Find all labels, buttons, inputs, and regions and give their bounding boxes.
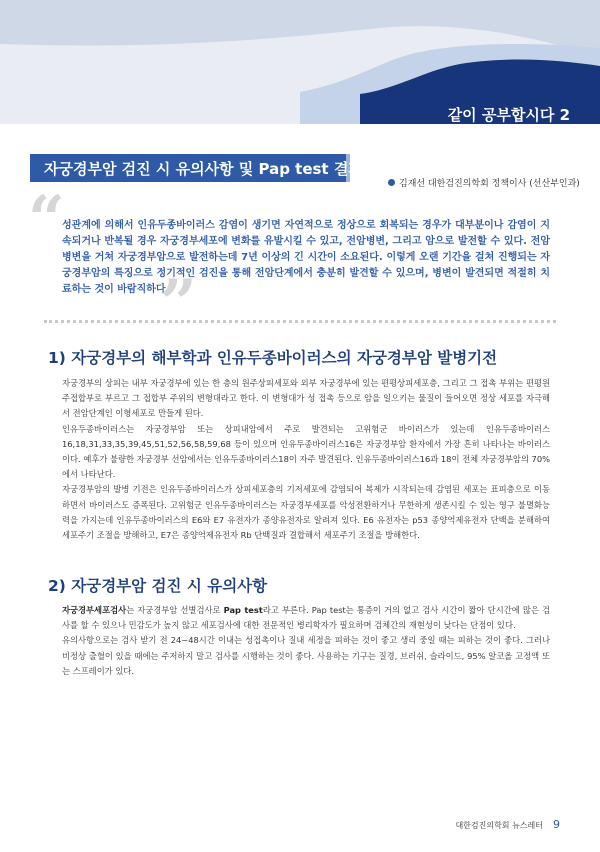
section1-paragraph-1: 자궁경부의 상피는 내부 자궁경부에 있는 한 층의 원주상피세포와 외부 자궁경부에 있는 편평상피세포층, 그리고 그 접촉 부위는 편평원주접합부로 부르고 그 접합부 주위의 변형대라고 한다. 이 변형대가 성 접촉 등으로 암을 일으키는 물질이 들어오면 정상 세포를 자극해서 전암단계인 이형세포로 만들게 된다. bbox=[62, 378, 550, 419]
page-footer bbox=[455, 818, 560, 831]
close-quote-icon: ” bbox=[160, 266, 197, 341]
article-title-box bbox=[30, 154, 398, 182]
section2-paragraph-2: 유의사항으로는 검사 받기 전 24~48시간 이내는 성접촉이나 질내 세정을 피하는 것이 좋고 생리 중일 때는 피하는 것이 좋다. 그러나 비정상 출혈이 있을 때에는 주저하지 말고 검사를 시행하는 것이 좋다. 사용하는 기구는 질경, 브러쉬, 슬라이드, 95% 알코올 고정액 또는 스프레이가 있다. bbox=[62, 635, 550, 676]
section2-p1-rest: 라고 부른다. Pap test는 통증이 거의 없고 검사 시간이 짧아 단시간에 많은 검사를 할 수 있으나 민감도가 높지 않고 세포검사에 대한 전문적인 병리학자가 필요하며 검체간의 재현성이 낮다는 단점이 있다. bbox=[62, 605, 550, 631]
intro-text: 성관계에 의해서 인유두종바이러스 감염이 생기면 자연적으로 정상으로 회복되는 경우가 대부분이나 감염이 지속되거나 반복될 경우 자궁경부세포에 변화를 유발시킬 수 있고, 전암병변, 그리고 암으로 발전할 수 있다. 전암병변을 거쳐 자궁경부암으로 발전하는데 7년 이상의 긴 시간이 소요된다. 이렇게 오랜 기간을 걸쳐 진행되는 자궁경부암의 특징으로 정기적인 검진을 통해 전암단계에서 충분히 발견할 수 있으며, 병변이 발견되면 적절히 치료하는 것이 바람직하다. bbox=[62, 220, 550, 295]
author-line bbox=[388, 176, 580, 189]
pap-smear-term: 자궁경부세포검사 bbox=[62, 605, 127, 615]
publication-name: 대한검진의학회 뉴스레터 bbox=[455, 821, 543, 830]
section1-heading: 1) 자궁경부의 해부학과 인유두종바이러스의 자궁경부암 발병기전 bbox=[48, 349, 498, 367]
page-number: 9 bbox=[553, 818, 560, 831]
dotted-divider bbox=[44, 320, 556, 323]
section2-paragraph-1 bbox=[62, 603, 550, 633]
section1-paragraph-2: 인유두종바이러스는 자궁경부암 또는 상피내암에서 주로 발견되는 고위험군 바이러스가 있는데 인유두종바이러스 16,18,31,33,35,39,45,51,52,56,58,59,68 등이 있으며 인유두종바이러스16은 자궁경부암 환자에서 가장 흔히 나타나는 바이러스이다. 예후가 불량한 자궁경부 선암에서는 인유두종바이러스18이 자주 발견된다. 인유두종바이러스16과 18이 전체 자궁경부암의 70%에서 나타난다. bbox=[62, 423, 550, 480]
bullet-icon bbox=[388, 179, 395, 186]
section2-heading: 2) 자궁경부암 검진 시 유의사항 bbox=[48, 577, 268, 595]
article-title: 자궁경부암 검진 시 유의사항 및 Pap test 결과 해석 bbox=[44, 160, 398, 178]
section1-paragraph-3: 자궁경부암의 발병 기전은 인유두종바이러스가 상피세포층의 기저세포에 감염되어 복제가 시작되는데 감염된 세포는 표피층으로 이동하면서 바이러스도 증폭된다. 고위험군 인유두종바이러스는 자궁경부세포를 악성전환하거나 무한하게 생존시킬 수 있는 영구 불멸화능력을 가지는데 인유두종바이러스의 E6와 E7 유전자가 종양유전자로 알려져 있다. E6 유전자는 p53 종양억제유전자 단백을 분해하여 세포주기 조절을 방해하고, E7은 종양억제유전자 Rb 단백질과 결합해서 세포주기 조절을 방해한다. bbox=[62, 484, 550, 541]
pap-test-term: Pap test bbox=[223, 605, 263, 615]
section1-body bbox=[62, 376, 550, 543]
open-quote-icon: “ bbox=[28, 182, 65, 257]
author-name: 김재선 대한검진의학회 정책이사 (선산부인과) bbox=[399, 179, 580, 189]
section2-body bbox=[62, 603, 550, 679]
section2-p1-mid: 는 자궁경부암 선별검사로 bbox=[126, 605, 224, 615]
section-label: 같이 공부합시다 2 bbox=[447, 106, 570, 124]
